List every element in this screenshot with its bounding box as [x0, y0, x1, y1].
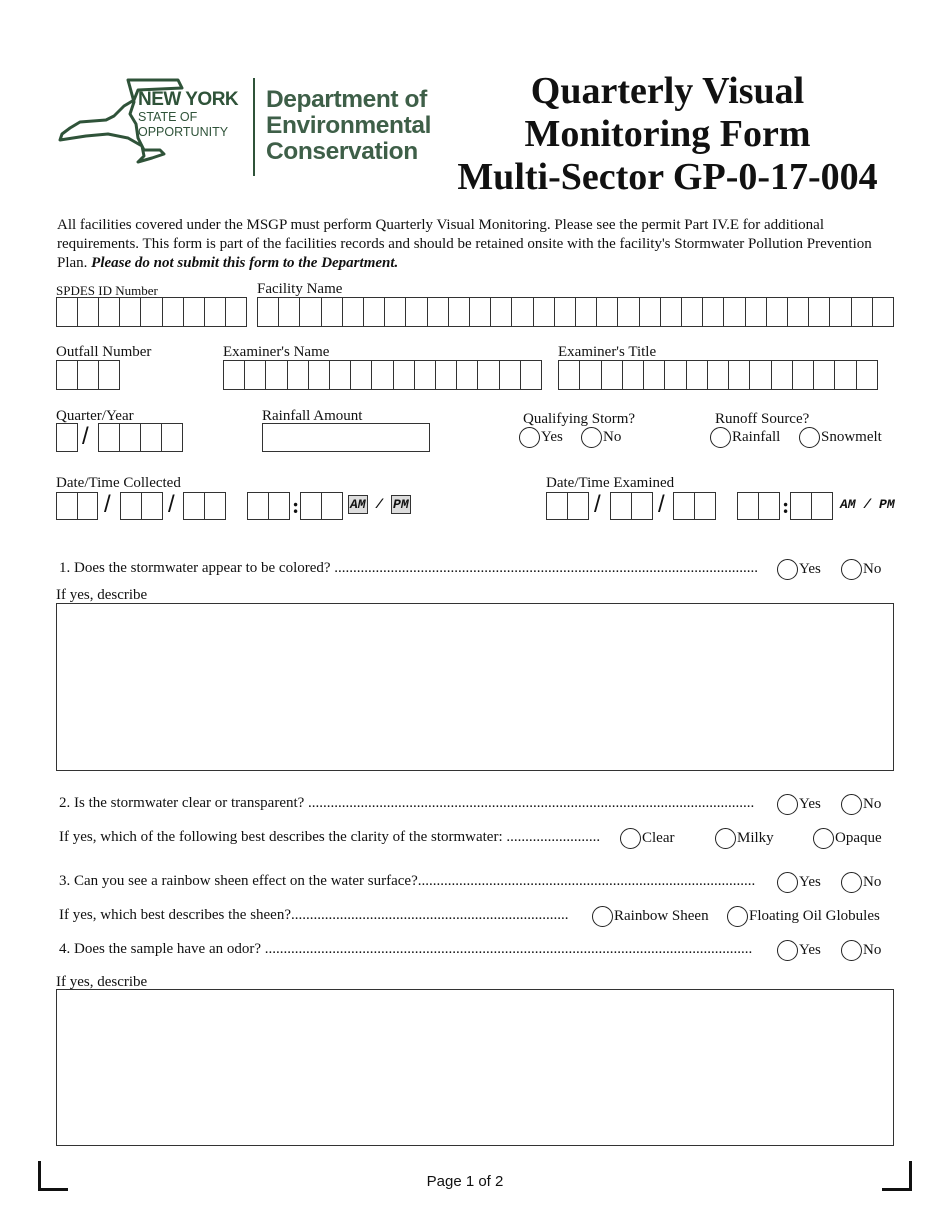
qualifying-storm-label: Qualifying Storm? [523, 411, 636, 427]
radio-icon[interactable] [777, 794, 798, 815]
character-cell[interactable] [788, 298, 809, 326]
q1-yes-option[interactable] [777, 559, 821, 580]
intro-text: All facilities covered under the MSGP must perform Quarterly Visual Monitoring. Please see the permit Part IV.E for additional requirements. This form is part of the facilities records and should be retained onsite with the facility's Stormwater Pollution Prevention Plan. [57, 217, 872, 271]
rainfall-amount-input[interactable] [262, 423, 430, 452]
character-cell[interactable] [57, 361, 78, 389]
character-cell[interactable] [457, 361, 478, 389]
character-cell[interactable] [793, 361, 814, 389]
option-label: Yes [799, 942, 821, 958]
character-cell[interactable] [263, 424, 429, 451]
date-time-examined-label: Date/Time Examined [546, 475, 675, 491]
radio-icon[interactable] [777, 872, 798, 893]
character-cell[interactable] [449, 298, 470, 326]
state-tagline-2: OPPORTUNITY [138, 124, 229, 139]
character-cell[interactable] [470, 298, 491, 326]
form-title [455, 70, 880, 199]
character-cell[interactable] [791, 493, 812, 519]
q4-yes-option[interactable] [777, 940, 821, 961]
character-cell[interactable] [245, 361, 266, 389]
character-cell[interactable] [687, 361, 708, 389]
option-label: No [863, 561, 882, 577]
radio-icon[interactable] [710, 427, 731, 448]
time-separator: : [292, 493, 300, 518]
qualifying-no-option[interactable] [581, 427, 621, 448]
character-cell[interactable] [661, 298, 682, 326]
logo-divider [253, 78, 255, 176]
radio-icon[interactable] [841, 872, 862, 893]
ampm-divider: / [375, 497, 384, 512]
character-cell[interactable] [279, 298, 300, 326]
character-cell[interactable] [814, 361, 835, 389]
character-cell[interactable] [682, 298, 703, 326]
q3-yes-option[interactable] [777, 872, 821, 893]
character-cell[interactable] [724, 298, 745, 326]
option-label: Yes [799, 561, 821, 577]
examiner-name-input[interactable] [223, 360, 542, 390]
character-cell[interactable] [703, 298, 724, 326]
radio-icon[interactable] [715, 828, 736, 849]
examined-ampm-selector[interactable] [840, 497, 895, 513]
character-cell[interactable] [162, 424, 182, 451]
date-separator: / [168, 491, 175, 518]
character-cell[interactable] [385, 298, 406, 326]
quarter-year-label: Quarter/Year [56, 408, 134, 424]
character-cell[interactable] [372, 361, 393, 389]
clarity-milky-option[interactable] [715, 828, 774, 849]
sheen-rainbow-option[interactable] [592, 906, 709, 927]
examiner-title-label: Examiner's Title [558, 344, 657, 360]
collected-ampm-selector[interactable] [348, 497, 411, 513]
option-label: No [863, 942, 882, 958]
sheen-floating-oil-option[interactable] [727, 906, 880, 927]
option-label: Rainfall [732, 429, 781, 445]
examined-pm-option[interactable]: PM [879, 497, 895, 512]
state-wordmark [138, 90, 238, 138]
character-cell[interactable] [141, 298, 162, 326]
character-cell[interactable] [226, 298, 246, 326]
option-label: Yes [541, 429, 563, 445]
character-cell[interactable] [364, 298, 385, 326]
character-cell[interactable] [534, 298, 555, 326]
page-number: Page 1 of 2 [426, 1173, 504, 1190]
q4-no-option[interactable] [841, 940, 881, 961]
outfall-number-label: Outfall Number [56, 344, 152, 360]
radio-icon[interactable] [777, 559, 798, 580]
option-label: Milky [737, 830, 774, 846]
character-cell[interactable] [57, 424, 77, 451]
character-cell[interactable] [99, 361, 119, 389]
department-name [266, 87, 431, 165]
character-cell[interactable] [269, 493, 289, 519]
collected-day-input[interactable] [120, 492, 163, 520]
character-cell[interactable] [500, 361, 521, 389]
q1-no-option[interactable] [841, 559, 881, 580]
question-3-sheen: If yes, which best describes the sheen?.......................................................................... [59, 907, 569, 923]
q2-no-option[interactable] [841, 794, 881, 815]
character-cell[interactable] [632, 493, 652, 519]
option-label: No [863, 796, 882, 812]
quarter-year-separator: / [82, 423, 89, 450]
character-cell[interactable] [602, 361, 623, 389]
outfall-number-input[interactable] [56, 360, 120, 390]
examiner-title-input[interactable] [558, 360, 878, 390]
character-cell[interactable] [436, 361, 457, 389]
character-cell[interactable] [478, 361, 499, 389]
facility-name-input[interactable] [257, 297, 894, 327]
question-2: 2. Is the stormwater clear or transparent? ....................................................................................................................... [59, 795, 755, 811]
examined-month-input[interactable] [546, 492, 589, 520]
dept-line-1: Department of [266, 86, 427, 113]
character-cell[interactable] [121, 493, 142, 519]
option-label: Opaque [835, 830, 882, 846]
character-cell[interactable] [580, 361, 601, 389]
examiner-name-label: Examiner's Name [223, 344, 330, 360]
character-cell[interactable] [224, 361, 245, 389]
character-cell[interactable] [611, 493, 632, 519]
radio-icon[interactable] [777, 940, 798, 961]
character-cell[interactable] [184, 298, 205, 326]
q2-yes-option[interactable] [777, 794, 821, 815]
option-label: Snowmelt [821, 429, 882, 445]
examined-am-option[interactable]: AM [840, 497, 856, 512]
character-cell[interactable] [852, 298, 873, 326]
character-cell[interactable] [142, 493, 162, 519]
question-1: 1. Does the stormwater appear to be colored? ................................................................................................................. [59, 560, 759, 576]
q1-description-textarea[interactable] [56, 603, 894, 771]
character-cell[interactable] [576, 298, 597, 326]
radio-icon[interactable] [581, 427, 602, 448]
runoff-source-label: Runoff Source? [715, 411, 810, 427]
option-label: Yes [799, 874, 821, 890]
option-label: No [603, 429, 622, 445]
character-cell[interactable] [559, 361, 580, 389]
q4-describe-label: If yes, describe [56, 974, 148, 990]
character-cell[interactable] [665, 361, 686, 389]
radio-icon[interactable] [519, 427, 540, 448]
character-cell[interactable] [640, 298, 661, 326]
collected-year-input[interactable] [183, 492, 226, 520]
intro-emphasis: Please do not submit this form to the Department. [91, 255, 399, 271]
character-cell[interactable] [120, 424, 141, 451]
ampm-divider: / [863, 497, 872, 512]
radio-icon[interactable] [841, 940, 862, 961]
character-cell[interactable] [205, 298, 226, 326]
character-cell[interactable] [300, 298, 321, 326]
character-cell[interactable] [830, 298, 851, 326]
character-cell[interactable] [618, 298, 639, 326]
radio-icon[interactable] [592, 906, 613, 927]
character-cell[interactable] [184, 493, 205, 519]
radio-icon[interactable] [841, 794, 862, 815]
qualifying-yes-option[interactable] [519, 427, 563, 448]
dept-line-3: Conservation [266, 138, 418, 165]
title-line-1: Quarterly Visual [530, 70, 805, 112]
character-cell[interactable] [812, 493, 832, 519]
character-cell[interactable] [248, 493, 269, 519]
state-tagline-1: STATE OF [138, 110, 198, 124]
dept-line-2: Environmental [266, 112, 431, 139]
character-cell[interactable] [644, 361, 665, 389]
collected-pm-option[interactable]: PM [393, 497, 409, 512]
character-cell[interactable] [568, 493, 588, 519]
quarter-input[interactable] [56, 423, 78, 452]
examined-day-input[interactable] [610, 492, 653, 520]
character-cell[interactable] [597, 298, 618, 326]
character-cell[interactable] [330, 361, 351, 389]
year-input[interactable] [98, 423, 183, 452]
examined-year-input[interactable] [673, 492, 716, 520]
character-cell[interactable] [555, 298, 576, 326]
character-cell[interactable] [873, 298, 893, 326]
rainfall-amount-label: Rainfall Amount [262, 408, 363, 424]
character-cell[interactable] [57, 493, 78, 519]
spdes-id-input[interactable] [56, 297, 247, 327]
character-cell[interactable] [428, 298, 449, 326]
spdes-id-label: SPDES ID Number [56, 283, 158, 298]
radio-icon[interactable] [813, 828, 834, 849]
collected-hour-input[interactable] [247, 492, 290, 520]
character-cell[interactable] [772, 361, 793, 389]
character-cell[interactable] [78, 298, 99, 326]
character-cell[interactable] [57, 298, 78, 326]
character-cell[interactable] [120, 298, 141, 326]
collected-minute-input[interactable] [300, 492, 343, 520]
character-cell[interactable] [99, 298, 120, 326]
character-cell[interactable] [623, 361, 644, 389]
character-cell[interactable] [309, 361, 330, 389]
date-separator: / [594, 491, 601, 518]
character-cell[interactable] [351, 361, 372, 389]
question-4: 4. Does the sample have an odor? .................................................................................................................................. [59, 941, 753, 957]
character-cell[interactable] [78, 361, 99, 389]
character-cell[interactable] [163, 298, 184, 326]
character-cell[interactable] [343, 298, 364, 326]
character-cell[interactable] [512, 298, 533, 326]
date-separator: / [104, 491, 111, 518]
intro-paragraph [57, 216, 887, 273]
character-cell[interactable] [394, 361, 415, 389]
time-separator: : [782, 493, 790, 518]
question-2-clarity: If yes, which of the following best describes the clarity of the stormwater: ......................... [59, 829, 601, 845]
character-cell[interactable] [288, 361, 309, 389]
character-cell[interactable] [674, 493, 695, 519]
character-cell[interactable] [78, 493, 98, 519]
date-time-collected-label: Date/Time Collected [56, 475, 181, 491]
radio-icon[interactable] [727, 906, 748, 927]
character-cell[interactable] [857, 361, 877, 389]
character-cell[interactable] [258, 298, 279, 326]
character-cell[interactable] [322, 298, 343, 326]
q1-describe-label: If yes, describe [56, 587, 148, 603]
character-cell[interactable] [521, 361, 541, 389]
character-cell[interactable] [205, 493, 225, 519]
character-cell[interactable] [738, 493, 759, 519]
collected-am-option[interactable]: AM [350, 497, 366, 512]
date-separator: / [658, 491, 665, 518]
runoff-snowmelt-option[interactable] [799, 427, 882, 448]
radio-icon[interactable] [799, 427, 820, 448]
character-cell[interactable] [547, 493, 568, 519]
clarity-opaque-option[interactable] [813, 828, 882, 849]
option-label: Floating Oil Globules [749, 908, 880, 924]
character-cell[interactable] [746, 298, 767, 326]
character-cell[interactable] [141, 424, 162, 451]
clarity-clear-option[interactable] [620, 828, 674, 849]
character-cell[interactable] [750, 361, 771, 389]
examined-minute-input[interactable] [790, 492, 833, 520]
question-3: 3. Can you see a rainbow sheen effect on the water surface?.......................................................................................... [59, 873, 756, 889]
character-cell[interactable] [767, 298, 788, 326]
radio-icon[interactable] [620, 828, 641, 849]
character-cell[interactable] [415, 361, 436, 389]
character-cell[interactable] [809, 298, 830, 326]
character-cell[interactable] [491, 298, 512, 326]
character-cell[interactable] [708, 361, 729, 389]
character-cell[interactable] [406, 298, 427, 326]
title-line-2: Monitoring Form [524, 113, 811, 155]
character-cell[interactable] [835, 361, 856, 389]
radio-icon[interactable] [841, 559, 862, 580]
character-cell[interactable] [301, 493, 322, 519]
character-cell[interactable] [695, 493, 715, 519]
q4-description-textarea[interactable] [56, 989, 894, 1146]
character-cell[interactable] [99, 424, 120, 451]
character-cell[interactable] [759, 493, 779, 519]
facility-name-label: Facility Name [257, 281, 343, 297]
runoff-rainfall-option[interactable] [710, 427, 780, 448]
collected-month-input[interactable] [56, 492, 98, 520]
character-cell[interactable] [322, 493, 342, 519]
option-label: Clear [642, 830, 675, 846]
character-cell[interactable] [266, 361, 287, 389]
q3-no-option[interactable] [841, 872, 881, 893]
state-name: NEW YORK [138, 89, 239, 110]
title-line-3: Multi-Sector GP-0-17-004 [457, 156, 878, 198]
character-cell[interactable] [729, 361, 750, 389]
option-label: No [863, 874, 882, 890]
examined-hour-input[interactable] [737, 492, 780, 520]
option-label: Yes [799, 796, 821, 812]
option-label: Rainbow Sheen [614, 908, 709, 924]
